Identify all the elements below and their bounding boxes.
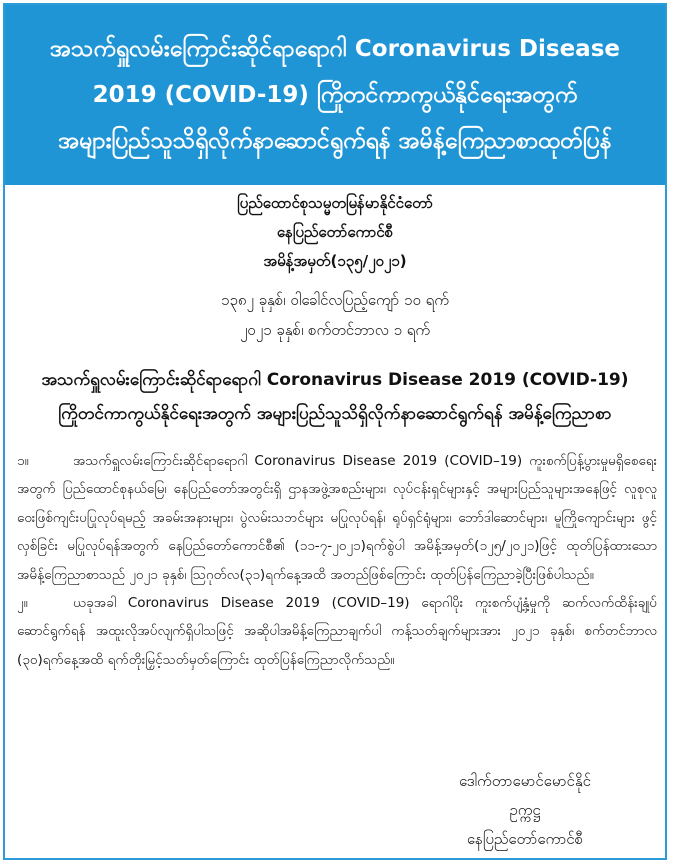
date-block [5,285,665,345]
signer-name: ဒေါက်တာမောင်မောင်နိုင် [459,772,591,790]
paragraph-number: ၁။ [17,453,29,469]
paragraph-number: ၂။ [17,595,28,612]
paragraph-1 [17,447,657,589]
issuer-country: ပြည်ထောင်စုသမ္မတမြန်မာနိုင်ငံတော် [237,194,433,212]
signer-title: ဥက္ကဋ္ဌ [509,801,541,819]
banner-title-line-2: 2019 (COVID-19) ကြိုတင်ကာကွယ်နိုင်ရေးအတွက် [92,82,578,108]
paragraph-text: အသက်ရှူလမ်းကြောင်းဆိုင်ရာရောဂါ Coronavirus Disease 2019 (COVID–19) ကူးစက်ပြန့်ပွားမှုမရှိစေရေးအတွက် ပြည်ထောင်စုနယ်မြေ၊ နေပြည်တော်အတွင်းရှိ ဌာနအဖွဲ့အစည်းများ၊ လုပ်ငန်းရှင်များနှင့် အများပြည်သူများအနေဖြင့် လူစုလူဝေးဖြစ်ကျင်းပပြုလုပ်ရမည့် အခမ်းအနားများ၊ ပွဲလမ်းသဘင်များ မပြုလုပ်ရန်၊ ရုပ်ရှင်ရုံများ၊ ဘော်ဒါဆောင်များ၊ မူကြိုကျောင်းများ ဖွင့်လှစ်ခြင်း မပြုလုပ်ရန်အတွက် နေပြည်တော်ကောင်စီ၏ (၁၁-၇-၂၀၂၁)ရက်စွဲပါ အမိန့်အမှတ်(၁၂၅/၂၀၂၁)ဖြင့် ထုတ်ပြန်ထားသော အမိန့်ကြေညာစာသည် ၂၀၂၁ ခုနှစ်၊ ဩဂုတ်လ(၃၁)ရက်နေ့အထိ အတည်ဖြစ်ကြောင်း ထုတ်ပြန်ကြေညာခဲ့ပြီးဖြစ်ပါသည်။ [17,453,657,583]
issuer-block [5,189,665,276]
gregorian-date: ၂၀၂၁ ခုနှစ်၊ စက်တင်ဘာလ ၁ ရက် [239,321,431,339]
title-banner [5,5,665,185]
issuer-council: နေပြည်တော်ကောင်စီ [276,223,394,241]
banner-title-line-3: အများပြည်သူသိရှိလိုက်နာဆောင်ရွက်ရန် အမိန့်ကြေညာစာထုတ်ပြန် [58,128,612,154]
banner-title-line-1: အသက်ရှူလမ်းကြောင်းဆိုင်ရာရောဂါ Coronavirus Disease [50,36,620,62]
subject-line-1: အသက်ရှူလမ်းကြောင်းဆိုင်ရာရောဂါ Coronavirus Disease 2019 (COVID-19) [41,370,629,390]
paragraphs [17,447,657,674]
signature-block [425,767,625,854]
subject-heading [5,363,665,431]
document-frame [3,3,667,860]
paragraph-2 [17,589,657,674]
subject-line-2: ကြိုတင်ကာကွယ်နိုင်ရေးအတွက် အများပြည်သူသိရှိလိုက်နာဆောင်ရွက်ရန် အမိန့်ကြေညာစာ [58,404,612,424]
signer-organization: နေပြည်တော်ကောင်စီ [466,830,584,848]
document-body [5,185,665,858]
myanmar-date: ၁၃၈၂ ခုနှစ်၊ ဝါခေါင်လပြည့်ကျော် ၁၀ ရက် [221,291,449,309]
order-number: အမိန့်အမှတ်(၁၃၅/၂၀၂၁) [263,252,407,270]
paragraph-text: ယခုအခါ Coronavirus Disease 2019 (COVID–19) ရောဂါပိုး ကူးစက်ပျံ့နှံ့မှုကို ဆက်လက်ထိန်းချုပ်ဆောင်ရွက်ရန် အထူးလိုအပ်လျက်ရှိပါသဖြင့် အဆိုပါအမိန့်ကြေညာချက်ပါ ကန့်သတ်ချက်များအား ၂၀၂၁ ခုနှစ်၊ စက်တင်ဘာလ (၃၀)ရက်နေ့အထိ ရက်တိုးမြှင့်သတ်မှတ်ကြောင်း ထုတ်ပြန်ကြေညာလိုက်သည်။ [17,595,657,668]
